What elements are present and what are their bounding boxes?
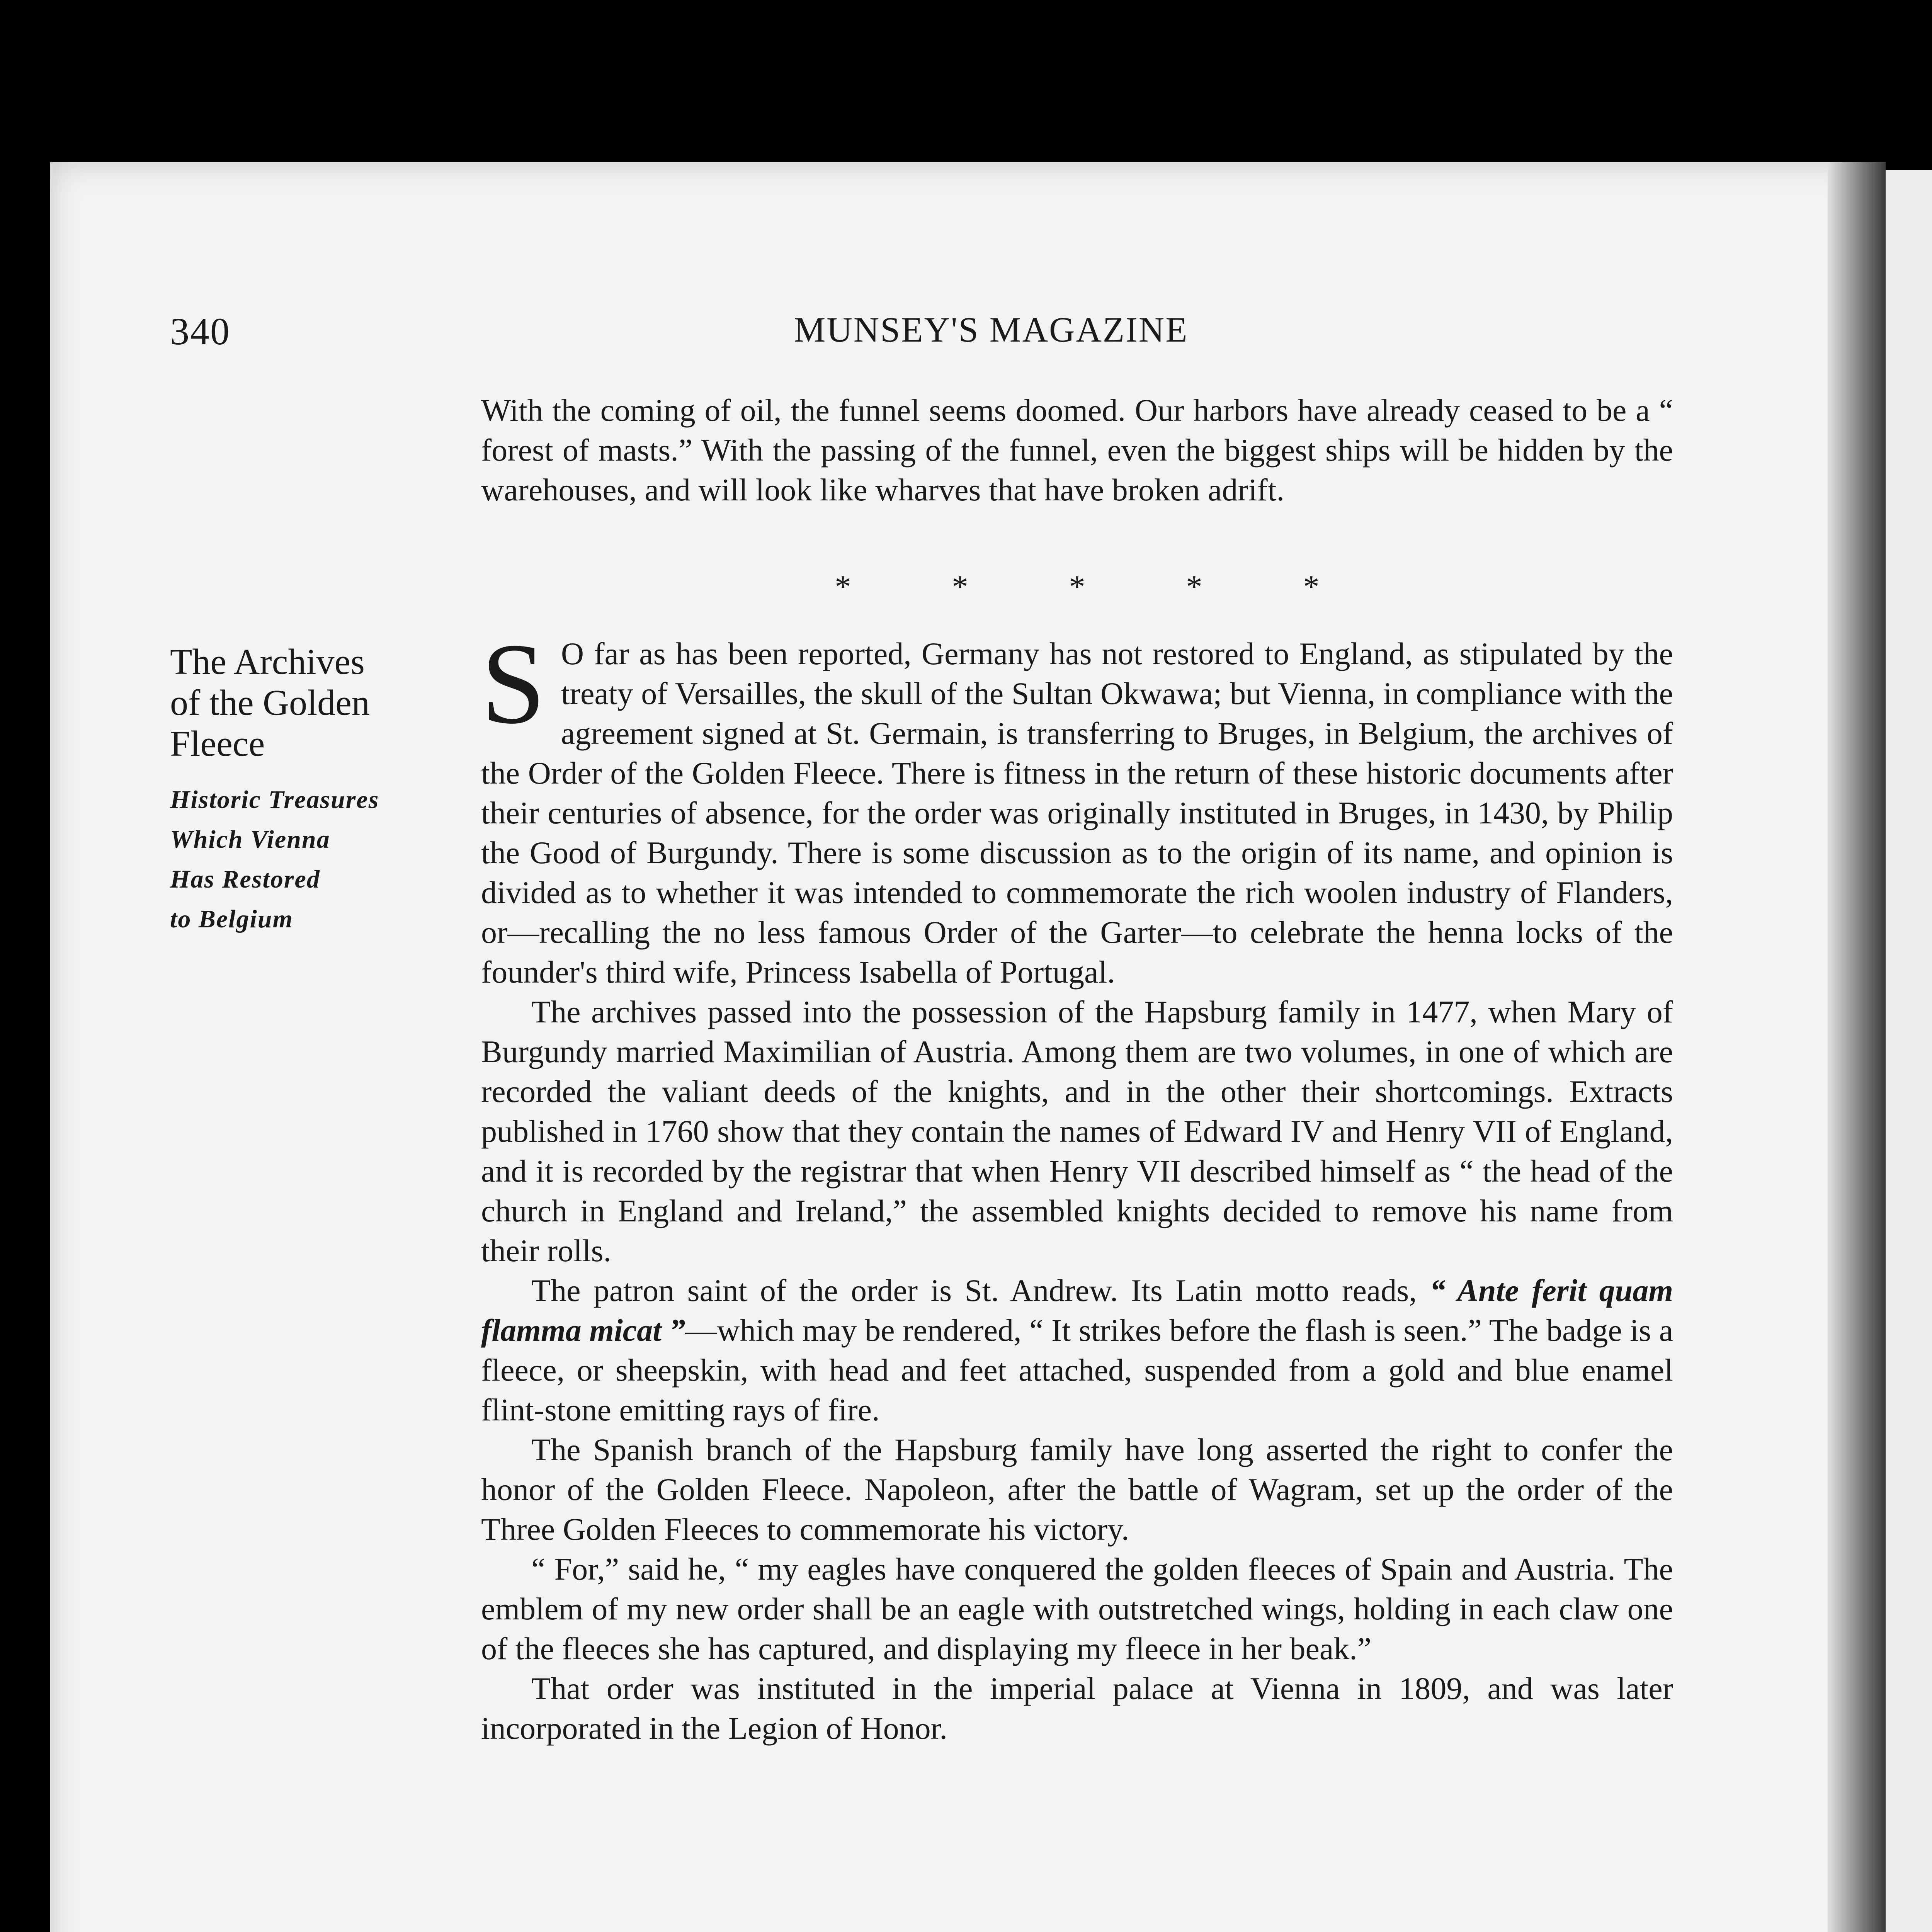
drop-cap: S: [481, 619, 546, 748]
article-paragraph: The archives passed into the possession of the Hapsburg family in 1477, when Mary of Burgundy married Maximilian of Austria. Among them are two volumes, in one of which are recorded the valiant deeds of the knights, and in the other their shortcomings. Extracts published in 1760 show that they contain the names of Edward IV and Henry VII of England, and it is recorded by the registrar that when Henry VII described himself as “ the head of the church in England and Ireland,” the assembled knights decided to remove his name from their rolls.: [481, 994, 1673, 1268]
sidebar-title-line: of the Golden: [170, 683, 370, 723]
page-number: 340: [170, 310, 230, 353]
sidebar-subtitle-line: Has Restored: [170, 865, 320, 893]
page-header: [170, 309, 1677, 355]
sidebar-title: [170, 641, 440, 764]
sidebar-subtitle-line: to Belgium: [170, 905, 293, 933]
latin-motto: “ Ante ferit quam flamma micat ”: [481, 1273, 1673, 1348]
article-paragraph: That order was instituted in the imperial palace at Vienna in 1809, and was later incorporated in the Legion of Honor.: [481, 1671, 1673, 1746]
intro-paragraph: With the coming of oil, the funnel seems doomed. Our harbors have already ceased to be a “ forest of masts.” With the passing of the funnel, even the biggest ships will be hidden by the warehouses, and will look like wharves that have broken adrift.: [481, 393, 1673, 507]
article-paragraph: “ For,” said he, “ my eagles have conquered the golden fleeces of Spain and Austria. The emblem of my new order shall be an eagle with outstretched wings, holding in each claw one of the fleeces she has captured, and displaying my fleece in her beak.”: [481, 1551, 1673, 1666]
sidebar-title-line: The Archives: [170, 642, 365, 682]
sidebar-subtitle-line: Historic Treasures: [170, 786, 379, 814]
section-separator: * * * * *: [835, 569, 1320, 605]
sidebar-subtitle-line: Which Vienna: [170, 825, 330, 854]
sidebar-title-line: Fleece: [170, 724, 265, 764]
article-paragraph: [481, 619, 1673, 992]
next-page-edge: [1886, 170, 1932, 1932]
article-paragraph: The Spanish branch of the Hapsburg family have long asserted the right to confer the honor of the Golden Fleece. Napoleon, after the battle of Wagram, set up the order of the Three Golden Fleeces to commemorate his victory.: [481, 1432, 1673, 1547]
paragraph-text: O far as has been reported, Germany has not restored to England, as stipulated by the treaty of Versailles, the skull of the Sultan Okwawa; but Vienna, in compliance with the agreement signed at St. Germain, is transferring to Bruges, in Belgium, the archives of the Order of the Golden Fleece. There is fitness in the return of these historic documents after their centuries of absence, for the order was originally instituted in Bruges, in 1430, by Philip the Good of Burgundy. There is some discussion as to the origin of its name, and opinion is divided as to whether it was intended to commemorate the rich woolen industry of Flanders, or—recalling the no less famous Order of the Garter—to celebrate the henna locks of the founder's third wife, Princess Isabella of Portugal.: [481, 636, 1673, 990]
sidebar-archives: [170, 641, 440, 939]
article-paragraph: [481, 1270, 1673, 1430]
article-golden-fleece: [481, 619, 1673, 1748]
page-gutter-shadow: [1828, 162, 1886, 1932]
running-title: MUNSEY'S MAGAZINE: [794, 310, 1189, 349]
paragraph-text: —which may be rendered, “ It strikes before the flash is seen.” The badge is a fleece, or sheepskin, with head and feet attached, suspended from a gold and blue enamel flint-stone emitting rays of fire.: [481, 1313, 1673, 1427]
sidebar-subtitle: [170, 780, 440, 939]
paragraph-text: The patron saint of the order is St. Andrew. Its Latin motto reads,: [531, 1273, 1417, 1308]
intro-text: [481, 390, 1673, 510]
